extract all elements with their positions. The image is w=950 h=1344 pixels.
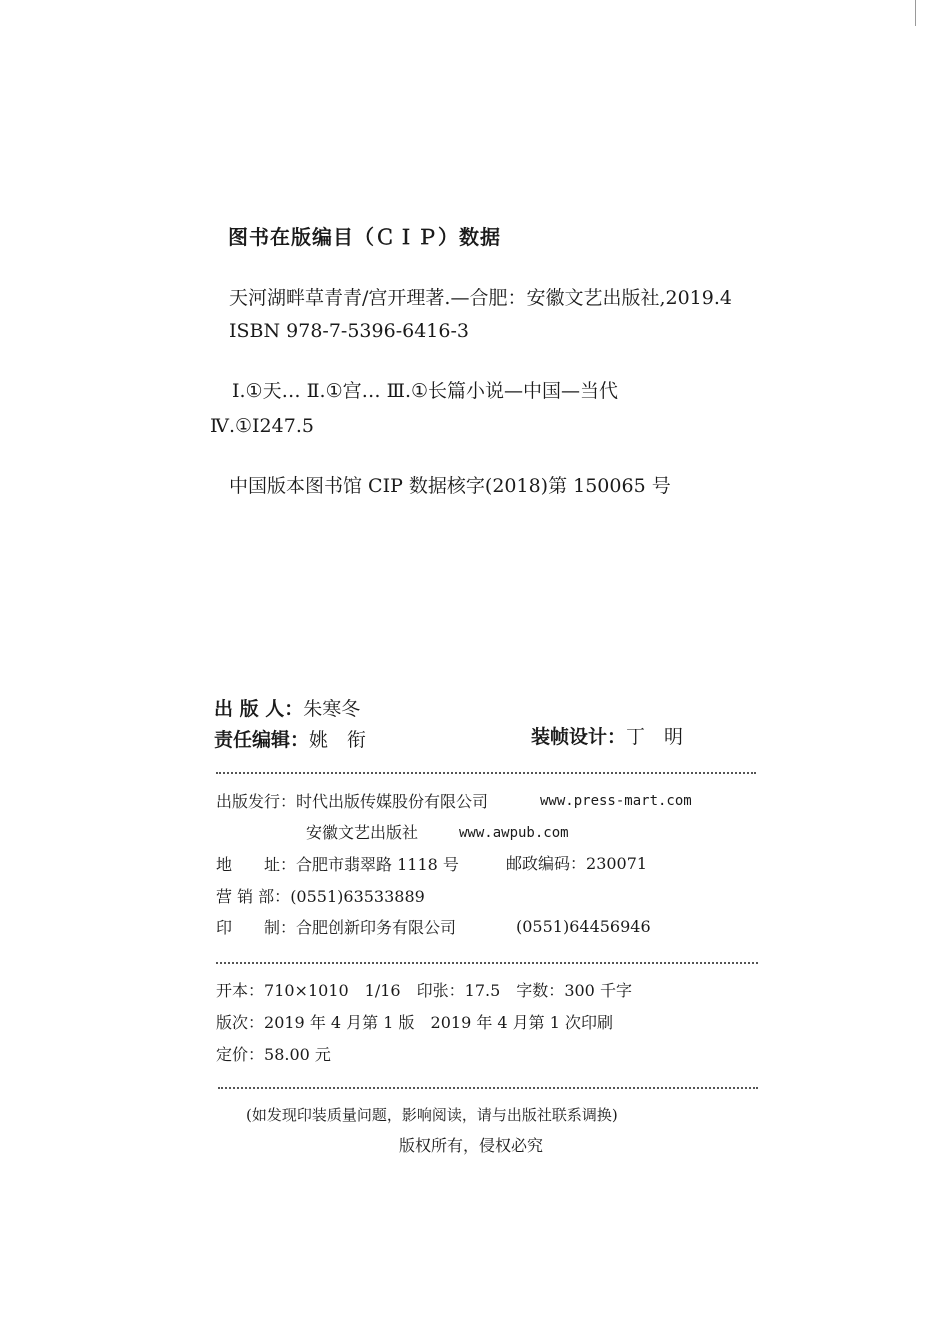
publisher-value: 朱寒冬	[303, 698, 361, 720]
price-label: 定价：	[216, 1045, 265, 1064]
crop-mark	[915, 0, 916, 26]
distribution-url-2: www.awpub.com	[459, 825, 569, 841]
copyright-notice: 版权所有，侵权必究	[399, 1136, 544, 1155]
postal-label: 邮政编码：	[506, 854, 587, 873]
cip-classification-line-2: Ⅳ.①I247.5	[210, 415, 314, 437]
address-row	[216, 857, 459, 873]
printing-value: 合肥创新印务有限公司	[296, 918, 457, 937]
dotted-divider-2	[216, 962, 758, 964]
publisher-label: 出 版 人：	[214, 698, 304, 720]
price-row	[216, 1047, 331, 1063]
marketing-label: 营 销 部：	[216, 887, 291, 906]
printing-phone: (0551)64456946	[516, 917, 651, 936]
words-label: 字数：	[516, 981, 565, 1000]
words-value: 300 千字	[564, 981, 632, 1000]
price-value: 58.00 元	[264, 1045, 331, 1064]
marketing-row	[216, 889, 425, 905]
edition-value: 2019 年 4 月第 1 版 2019 年 4 月第 1 次印刷	[264, 1013, 614, 1032]
editor-row	[214, 731, 366, 750]
dotted-divider-3	[218, 1087, 758, 1089]
postal-value: 230071	[586, 854, 648, 873]
cip-title-line: 天河湖畔草青青/宫开理著.—合肥：安徽文艺出版社,2019.4	[229, 287, 732, 309]
edition-label: 版次：	[216, 1013, 265, 1032]
marketing-value: (0551)63533889	[290, 887, 425, 906]
editor-value: 姚 衔	[309, 729, 367, 751]
cip-heading: 图书在版编目（ＣＩＰ）数据	[228, 225, 501, 249]
distribution-company-2: 安徽文艺出版社	[306, 823, 419, 842]
dotted-divider-1	[216, 772, 756, 774]
distribution-label: 出版发行：	[216, 792, 297, 811]
printing-label: 印 制：	[216, 918, 297, 937]
distribution-url-1: www.press-mart.com	[540, 793, 692, 809]
publisher-row	[214, 700, 360, 719]
postal-row	[506, 856, 647, 872]
address-label: 地 址：	[216, 855, 297, 874]
designer-value: 丁 明	[626, 726, 684, 748]
distribution-company-1: 时代出版传媒股份有限公司	[296, 792, 489, 811]
quality-notice: (如发现印装质量问题，影响阅读，请与出版社联系调换)	[246, 1106, 618, 1124]
address-value: 合肥市翡翠路 1118 号	[296, 855, 459, 874]
format-value: 710×1010 1/16	[264, 981, 401, 1000]
cip-data-number: 中国版本图书馆 CIP 数据核字(2018)第 150065 号	[229, 475, 671, 497]
specs-row	[216, 983, 632, 999]
designer-label: 装帧设计：	[531, 726, 627, 748]
sheets-label: 印张：	[416, 981, 465, 1000]
sheets-value: 17.5	[464, 981, 501, 1000]
distribution-row	[216, 794, 488, 810]
cip-isbn: ISBN 978-7-5396-6416-3	[229, 320, 469, 342]
designer-row	[531, 728, 683, 747]
cip-classification-line-1: Ⅰ.①天… Ⅱ.①宫… Ⅲ.①长篇小说—中国—当代	[232, 380, 619, 402]
format-label: 开本：	[216, 981, 265, 1000]
editor-label: 责任编辑：	[214, 729, 310, 751]
edition-row	[216, 1015, 613, 1031]
printing-row	[216, 920, 456, 936]
